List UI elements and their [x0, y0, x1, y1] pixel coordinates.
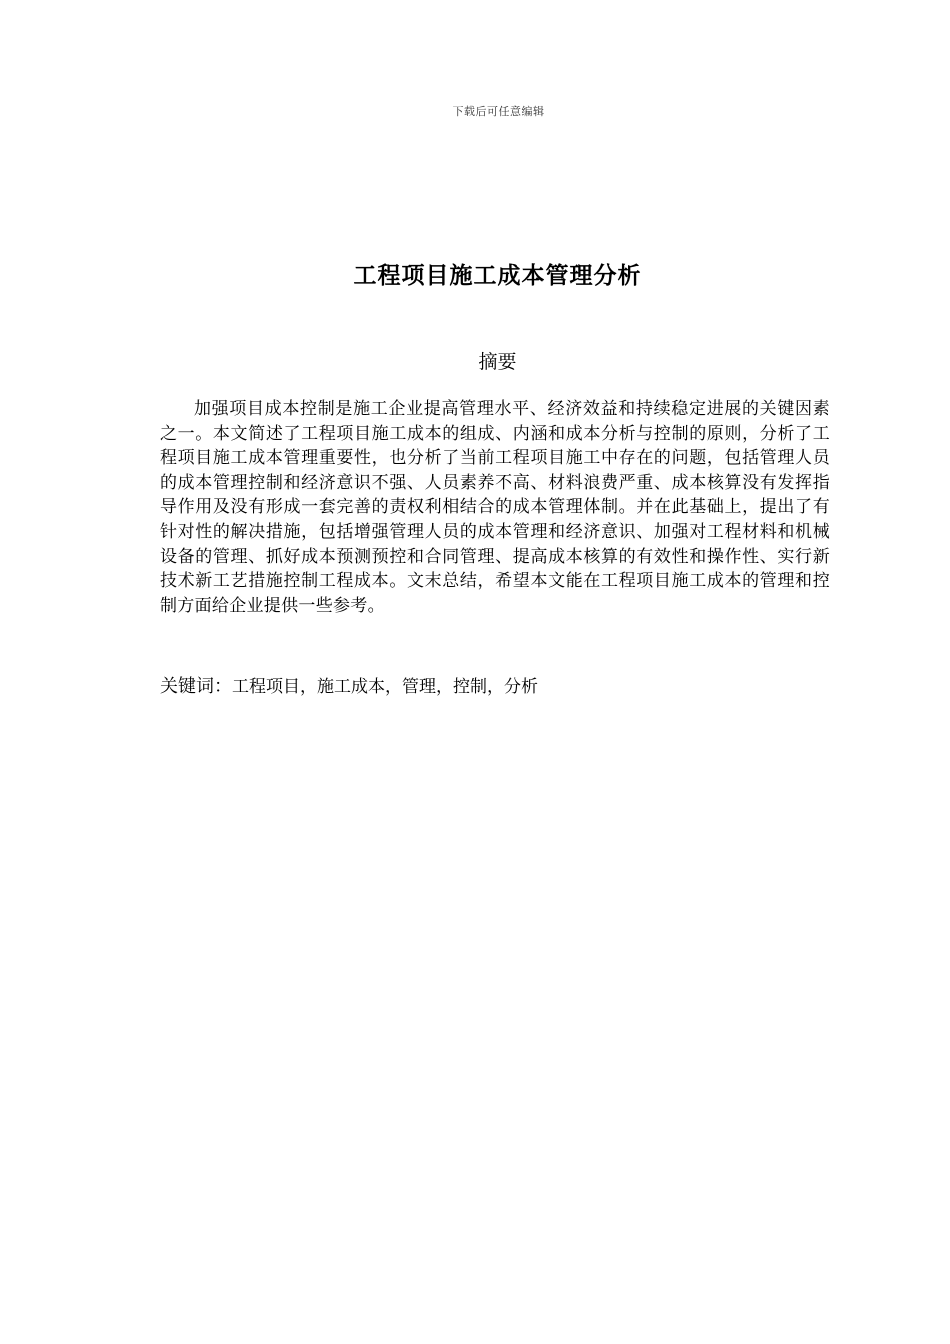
header-note: 下载后可任意编辑: [452, 105, 545, 118]
abstract-body: 加强项目成本控制是施工企业提高管理水平、经济效益和持续稳定进展的关键因素之一。本文简述了工程项目施工成本的组成、内涵和成本分析与控制的原则，分析了工程项目施工成本管理重要性，也分析了当前工程项目施工中存在的问题，包括管理人员的成本管理控制和经济意识不强、人员素养不高、材料浪费严重、成本核算没有发挥指导作用及没有形成一套完善的责权利相结合的成本管理体制。并在此基础上，提出了有针对性的解决措施，包括增强管理人员的成本管理和经济意识、加强对工程材料和机械设备的管理、抓好成本预测预控和合同管理、提高成本核算的有效性和操作性、实行新技术新工艺措施控制工程成本。文末总结，希望本文能在工程项目施工成本的管理和控制方面给企业提供一些参考。: [160, 399, 830, 616]
document-title: 工程项目施工成本管理分析: [353, 263, 642, 289]
keywords-line: [160, 672, 830, 698]
abstract-heading: 摘要: [478, 351, 517, 373]
keywords-label: 关键词：: [160, 676, 232, 697]
keywords-value: 工程项目，施工成本，管理，控制，分析: [232, 677, 538, 697]
